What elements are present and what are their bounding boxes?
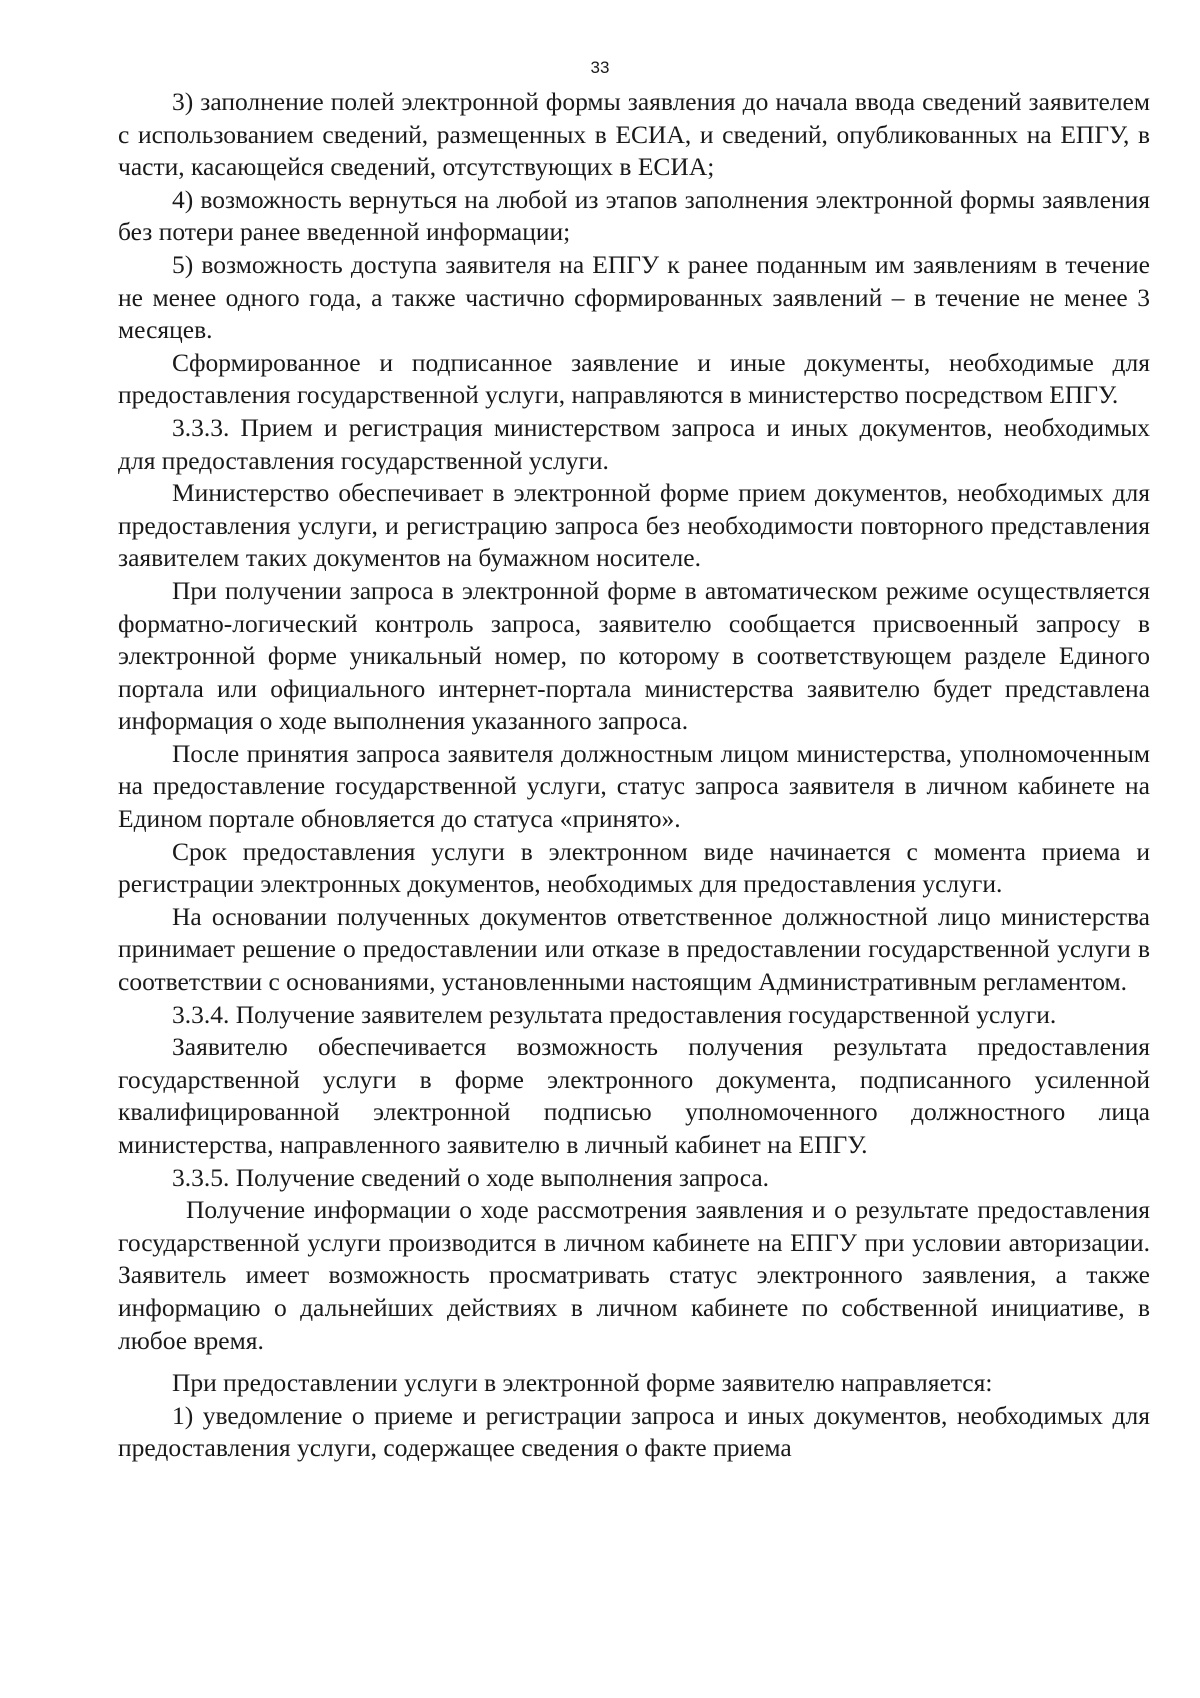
paragraph-ministry-accepts: Министерство обеспечивает в электронной форме прием документов, необходимых для предоставления услуги, и регистрацию запроса без необходимости повторного представления заявителем таких документов на бумажном носителе. [118, 478, 1150, 573]
page-number: 33 [590, 58, 610, 77]
paragraph-service-term: Срок предоставления услуги в электронном виде начинается с момента приема и регистрации электронных документов, необходимых для предоставления услуги. [118, 836, 1150, 899]
paragraph-signed-application: Сформированное и подписанное заявление и иные документы, необходимые для предоставления государственной услуги, направляются в министерство посредством ЕПГУ. [118, 347, 1150, 410]
paragraph-item-5: 5) возможность доступа заявителя на ЕПГУ к ранее поданным им заявлениям в течение не менее одного года, а также частично сформированных заявлений – в течение не менее 3 месяцев. [118, 249, 1150, 345]
paragraph-item-1-notification: 1) уведомление о приеме и регистрации запроса и иных документов, необходимых для предоставления услуги, содержащее сведения о факте приема [118, 1400, 1150, 1463]
paragraph-item-3: 3) заполнение полей электронной формы заявления до начала ввода сведений заявителем с использованием сведений, размещенных в ЕСИА, и сведений, опубликованных на ЕПГУ, в части, касающейся сведений, отсутствующих в ЕСИА; [118, 87, 1150, 182]
section-heading-3-3-4: 3.3.4. Получение заявителем результата предоставления государственной услуги. [172, 999, 1057, 1029]
paragraph-decision: На основании полученных документов ответственное должностной лицо министерства принимает решение о предоставлении или отказе в предоставлении государственной услуги в соответствии с основаниями, установленными настоящим Административным регламентом. [118, 901, 1150, 997]
section-heading-3-3-3: 3.3.3. Прием и регистрация министерством запроса и иных документов, необходимых для предоставления государственной услуги. [118, 412, 1150, 475]
paragraph-item-4: 4) возможность вернуться на любой из этапов заполнения электронной формы заявления без потери ранее введенной информации; [118, 184, 1150, 247]
paragraph-notifications-intro: При предоставлении услуги в электронной форме заявителю направляется: [172, 1368, 993, 1398]
document-body [118, 86, 1150, 1465]
paragraph-status-info: Получение информации о ходе рассмотрения заявления и о результате предоставления государственной услуги производится в личном кабинете на ЕПГУ при условии авторизации. Заявитель имеет возможность просматривать статус электронного заявления, а также информацию о дальнейших действиях в личном кабинете по собственной инициативе, в любое время. [118, 1195, 1150, 1355]
paragraph-result-delivery: Заявителю обеспечивается возможность получения результата предоставления государственной услуги в форме электронного документа, подписанного усиленной квалифицированной электронной подписью уполномоченного должностного лица министерства, направленного заявителю в личный кабинет на ЕПГУ. [118, 1032, 1150, 1159]
section-heading-3-3-5: 3.3.5. Получение сведений о ходе выполнения запроса. [172, 1162, 770, 1192]
paragraph-status-update: После принятия запроса заявителя должностным лицом министерства, уполномоченным на предоставление государственной услуги, статус запроса заявителя в личном кабинете на Едином портале обновляется до статуса «принято». [118, 738, 1150, 834]
paragraph-request-processing: При получении запроса в электронной форме в автоматическом режиме осуществляется форматно-логический контроль запроса, заявителю сообщается присвоенный запросу в электронной форме уникальный номер, по которому в соответствующем разделе Единого портала или официального интернет-портала министерства заявителю будет представлена информация о ходе выполнения указанного запроса. [118, 575, 1150, 736]
